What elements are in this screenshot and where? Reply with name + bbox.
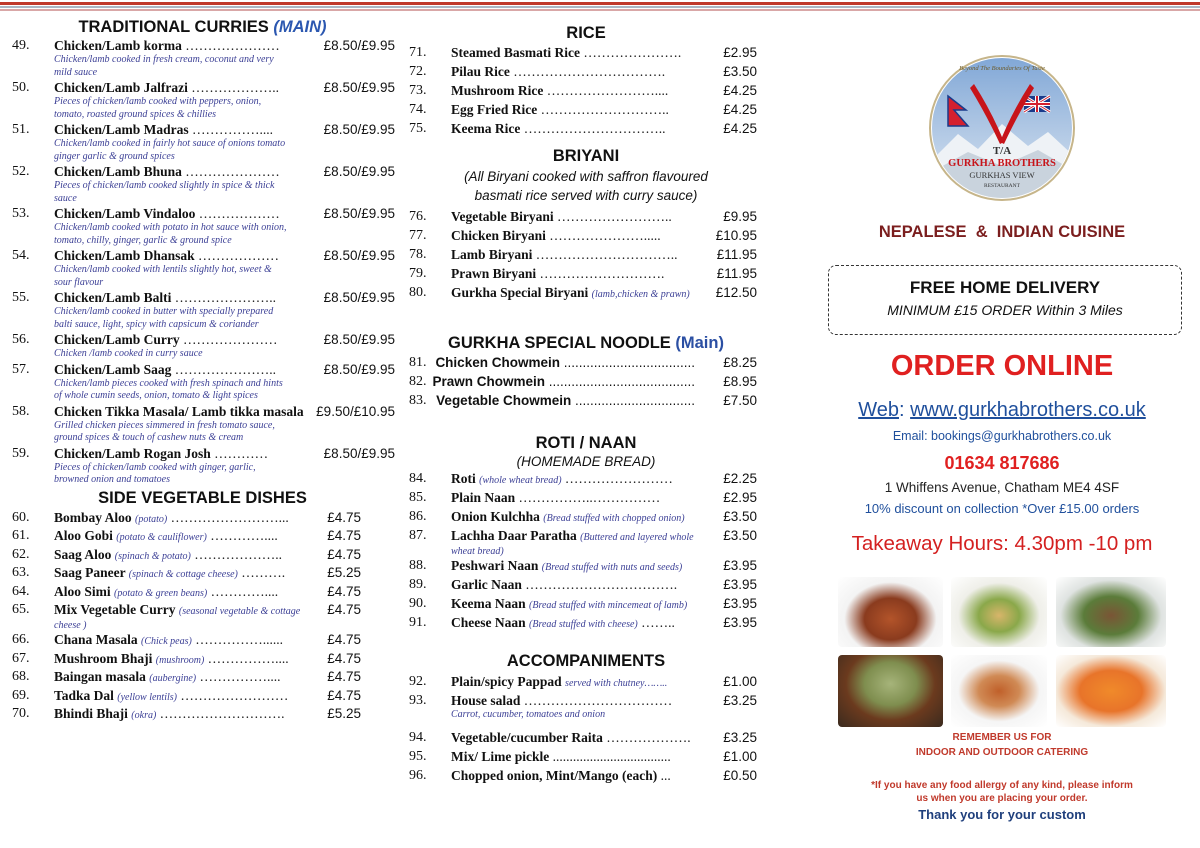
- item-name: Vegetable/cucumber Raita ……………….: [451, 729, 691, 745]
- item-name: Chicken Biryani ………………….....: [451, 228, 661, 243]
- item-name: Chicken Chowmein ...................................: [435, 355, 695, 370]
- item-name: Chopped onion, Mint/Mango (each) ...: [451, 767, 671, 783]
- item-price: £3.95: [723, 615, 757, 630]
- menu-item: [10, 669, 395, 688]
- item-price: £8.50/£9.95: [323, 206, 395, 221]
- item-price: £8.95: [723, 374, 757, 389]
- item-number: 67.: [12, 650, 30, 666]
- item-name: Prawn Chowmein .......................................: [432, 374, 695, 389]
- item-note: served with chutney……..: [565, 678, 668, 689]
- thank-you-note: Thank you for your custom: [918, 807, 1086, 822]
- menu-item: [407, 558, 765, 577]
- item-name: Keema Rice …………………………..: [451, 121, 666, 136]
- item-description: Chicken/lamb cooked with potato in hot sauce with onion, tomato, chilly, ginger, garlic & ground spice: [54, 222, 287, 246]
- roti-list: [407, 471, 765, 634]
- item-name: Lachha Daar Paratha (Buttered and layered whole wheat bread): [451, 530, 694, 557]
- item-number: 60.: [12, 509, 30, 525]
- menu-item: [407, 393, 765, 412]
- noodle-title: GURKHA SPECIAL NOODLE (Main): [448, 334, 724, 352]
- item-price: £4.25: [723, 102, 757, 117]
- item-description: Pieces of chicken/lamb cooked with peppers, onion, tomato, roasted ground spices & chillies: [54, 96, 262, 120]
- menu-item: [407, 355, 765, 374]
- item-description: Grilled chicken pieces simmered in fresh tomato sauce, ground spices & touch of cashew nuts & cream: [54, 419, 275, 443]
- logo-sub: GURKHAS VIEW: [969, 170, 1035, 180]
- menu-item: [407, 577, 765, 596]
- item-number: 92.: [409, 674, 427, 689]
- item-price: £8.50/£9.95: [323, 80, 395, 95]
- menu-item: [10, 706, 395, 725]
- address: 1 Whiffens Avenue, Chatham ME4 4SF: [884, 480, 1120, 495]
- item-description: Carrot, cucumber, tomatoes and onion: [451, 709, 606, 720]
- cuisine-heading: NEPALESE & INDIAN CUISINE: [878, 223, 1126, 241]
- item-name: Mushroom Bhaji (mushroom) ……………....: [54, 650, 289, 666]
- item-number: 76.: [409, 209, 427, 224]
- menu-item: [10, 404, 395, 445]
- menu-item: [407, 102, 765, 121]
- item-number: 53.: [12, 206, 30, 221]
- item-name: Aloo Gobi (potato & cauliflower) …………....: [54, 528, 278, 543]
- item-number: 66.: [12, 632, 30, 647]
- item-number: 89.: [409, 577, 427, 592]
- item-number: 91.: [409, 615, 427, 630]
- rice-title: RICE: [566, 24, 606, 42]
- menu-item: [407, 528, 765, 558]
- item-number: 94.: [409, 729, 427, 745]
- curries-column: [10, 18, 395, 725]
- item-note: (potato & green beans): [114, 587, 208, 599]
- item-number: 79.: [409, 266, 427, 281]
- roti-subtitle: (HOMEMADE BREAD): [516, 454, 656, 469]
- item-note: (whole wheat bread): [479, 475, 562, 486]
- item-number: 51.: [12, 122, 30, 137]
- logo-tagline: Beyond The Boundaries Of Taste: [959, 65, 1045, 72]
- item-price: £8.50/£9.95: [323, 164, 395, 179]
- item-name: Chicken/Lamb Saag …………………..: [54, 361, 277, 377]
- menu-item: [407, 471, 765, 490]
- logo-ta: T/A: [992, 145, 1012, 157]
- item-note: (Bread stuffed with chopped onion): [543, 513, 685, 524]
- item-name: Steamed Basmati Rice ………………….: [451, 45, 682, 60]
- item-name: Onion Kulchha (Bread stuffed with chopped onion): [451, 511, 685, 524]
- item-price: £8.50/£9.95: [323, 332, 395, 347]
- item-price: £3.50: [723, 528, 757, 543]
- item-name: Saag Aloo (spinach & potato) ………………..: [54, 546, 282, 562]
- item-number: 96.: [409, 767, 427, 783]
- item-name: Mix/ Lime pickle ...................................: [451, 748, 671, 764]
- item-name: Prawn Biryani ……………………….: [451, 266, 665, 281]
- item-note: (Bread stuffed with cheese): [529, 619, 638, 630]
- menu-item: [10, 332, 395, 361]
- menu-item: [10, 528, 395, 547]
- menu-item: [407, 285, 765, 304]
- catering-note: REMEMBER US FOR INDOOR AND OUTDOOR CATERING: [915, 732, 1089, 758]
- item-note: (spinach & cottage cheese): [128, 569, 238, 580]
- item-number: 49.: [12, 38, 30, 53]
- logo-name: GURKHA BROTHERS: [948, 158, 1056, 169]
- item-name: Plain/spicy Pappad served with chutney……..: [451, 674, 668, 689]
- item-name: Peshwari Naan (Bread stuffed with nuts and seeds): [451, 560, 683, 573]
- item-name: Chicken/Lamb Curry …………………: [54, 332, 278, 347]
- item-number: 75.: [409, 121, 427, 136]
- item-name: House salad ……………………………: [451, 693, 673, 708]
- menu-item: [407, 45, 765, 64]
- item-description: Chicken/lamb cooked in butter with specially prepared balti sauce, light, spicy with capsicum & coriander: [54, 306, 274, 330]
- item-description: Chicken/lamb cooked with lentils slightly hot, sweet & sour flavour: [54, 264, 272, 288]
- biryani-title: BRIYANI: [552, 147, 620, 165]
- item-name: Saag Paneer (spinach & cottage cheese) ……….: [54, 565, 286, 580]
- item-number: 70.: [12, 706, 30, 721]
- item-price: £4.75: [327, 632, 361, 647]
- menu-item: [407, 490, 765, 509]
- food-photo-3: [1056, 577, 1166, 647]
- item-name: Chicken/Lamb Bhuna …………………: [54, 164, 280, 179]
- menu-item: [407, 749, 765, 768]
- item-number: 82.: [409, 374, 427, 389]
- item-price: £8.25: [723, 355, 757, 370]
- item-number: 57.: [12, 361, 30, 377]
- delivery-box: [828, 265, 1182, 335]
- restaurant-logo: [928, 54, 1076, 202]
- food-photos: [838, 577, 1166, 727]
- item-number: 59.: [12, 445, 30, 461]
- menu-item: [407, 121, 765, 140]
- web-label: Web: [858, 399, 899, 421]
- item-price: £4.75: [327, 669, 361, 684]
- food-photo-4: [838, 655, 943, 727]
- food-photo-5: [951, 655, 1047, 727]
- item-number: 64.: [12, 583, 30, 599]
- item-price: £3.95: [723, 558, 757, 573]
- item-name: Chicken/Lamb Balti …………………..: [54, 290, 277, 305]
- food-photo-1: [838, 577, 943, 647]
- item-number: 84.: [409, 471, 427, 486]
- item-price: £10.95: [715, 228, 757, 243]
- menu-item: [407, 209, 765, 228]
- collection-discount: 10% discount on collection *Over £15.00 orders: [864, 501, 1140, 516]
- item-description: Chicken/lamb pieces cooked with fresh spinach and hints of whole cumin seeds, onion, tomato & light spices: [54, 377, 283, 401]
- item-note: (seasonal vegetable & cottage cheese ): [54, 606, 301, 631]
- menu-item: [407, 374, 765, 393]
- item-name: Gurkha Special Biryani (lamb,chicken & prawn): [451, 285, 690, 300]
- roti-title: ROTI / NAAN: [535, 434, 637, 452]
- item-number: 61.: [12, 528, 30, 543]
- takeaway-hours: Takeaway Hours: 4.30pm -10 pm: [851, 532, 1153, 555]
- item-description: Chicken /lamb cooked in curry sauce: [54, 348, 203, 359]
- item-price: £3.95: [723, 577, 757, 592]
- item-price: £8.50/£9.95: [323, 445, 395, 461]
- item-number: 52.: [12, 164, 30, 179]
- menu-item: [10, 164, 395, 205]
- biryani-subtitle: (All Biryani cooked with saffron flavoured basmati rice served with curry sauce): [464, 169, 708, 203]
- item-name: Chicken/Lamb Madras ……………....: [54, 122, 274, 137]
- item-number: 90.: [409, 596, 427, 611]
- item-note: (lamb,chicken & prawn): [591, 289, 690, 300]
- delivery-title: FREE HOME DELIVERY: [909, 278, 1101, 297]
- item-number: 63.: [12, 565, 30, 580]
- item-note: (Chick peas): [141, 636, 192, 647]
- item-price: £4.75: [327, 509, 361, 525]
- item-price: £7.50: [723, 393, 757, 408]
- menu-item: [407, 596, 765, 615]
- item-number: 77.: [409, 228, 427, 243]
- menu-item: [407, 247, 765, 266]
- biryani-list: [407, 209, 765, 304]
- menu-item: [10, 547, 395, 566]
- menu-item: [407, 509, 765, 528]
- allergy-note: *If you have any food allergy of any kind, please inform us when you are placing your order.: [871, 780, 1133, 804]
- item-number: 86.: [409, 509, 427, 524]
- food-photo-2: [951, 577, 1047, 647]
- item-note: (Bread stuffed with mincemeat of lamb): [529, 600, 688, 611]
- item-price: £11.95: [716, 266, 757, 281]
- menu-item: [10, 584, 395, 603]
- food-photo-6: [1056, 655, 1166, 727]
- menu-item: [10, 362, 395, 403]
- item-name: Chicken/Lamb Rogan Josh …………: [54, 445, 269, 461]
- item-price: £5.25: [327, 706, 361, 721]
- menu-item: [407, 615, 765, 634]
- item-note: (potato): [135, 513, 168, 525]
- email-link[interactable]: Email: bookings@gurkhabrothers.co.uk: [892, 429, 1112, 443]
- menu-item: [407, 64, 765, 83]
- item-price: £3.50: [723, 64, 757, 79]
- item-number: 69.: [12, 687, 30, 703]
- item-note: (potato & cauliflower): [116, 532, 207, 543]
- sides-title: SIDE VEGETABLE DISHES: [98, 488, 307, 507]
- item-number: 80.: [409, 285, 427, 300]
- item-name: Plain Naan ……………..……………: [451, 490, 661, 505]
- menu-item: [407, 768, 765, 787]
- item-number: 95.: [409, 748, 427, 764]
- menu-item: [10, 38, 395, 79]
- phone-number[interactable]: 01634 817686: [944, 453, 1060, 473]
- menu-item: [10, 206, 395, 247]
- item-price: £1.00: [723, 674, 757, 689]
- item-note: (Buttered and layered whole wheat bread): [451, 532, 694, 557]
- item-name: Chana Masala (Chick peas) ……………......: [54, 632, 283, 647]
- item-name: Baingan masala (aubergine) ……………....: [54, 669, 281, 684]
- menu-item: [10, 651, 395, 670]
- item-name: Aloo Simi (potato & green beans) …………....: [54, 583, 279, 599]
- item-price: £4.75: [327, 650, 361, 666]
- item-number: 50.: [12, 80, 30, 95]
- menu-item: [407, 228, 765, 247]
- item-number: 83.: [409, 393, 427, 408]
- item-price: £2.25: [723, 471, 757, 486]
- item-price: £4.75: [327, 687, 361, 703]
- menu-item: [407, 693, 765, 722]
- item-name: Egg Fried Rice ………………………..: [451, 102, 669, 117]
- accomp-title: ACCOMPANIMENTS: [506, 652, 666, 670]
- item-price: £8.50/£9.95: [323, 361, 395, 377]
- item-price: £9.95: [723, 209, 757, 224]
- item-description: Chicken/lamb cooked in fairly hot sauce of onions tomato ginger garlic & ground spices: [54, 138, 286, 162]
- menu-item: [407, 674, 765, 693]
- item-price: £4.75: [327, 602, 361, 617]
- item-number: 71.: [409, 45, 427, 60]
- item-price: £11.95: [716, 247, 757, 262]
- menu-item: [10, 688, 395, 707]
- info-column: [812, 18, 1192, 848]
- menu-item: [10, 565, 395, 584]
- item-number: 72.: [409, 64, 427, 79]
- item-number: 68.: [12, 669, 30, 684]
- item-number: 85.: [409, 490, 427, 505]
- item-name: Chicken/Lamb korma …………………: [54, 38, 280, 53]
- curries-list: [10, 38, 395, 487]
- item-price: £2.95: [723, 45, 757, 60]
- item-number: 65.: [12, 602, 30, 617]
- item-price: £9.50/£10.95: [316, 403, 395, 419]
- item-number: 93.: [409, 693, 427, 708]
- web-line: Web: www.gurkhabrothers.co.uk: [858, 399, 1146, 421]
- item-price: £3.50: [723, 509, 757, 524]
- item-price: £3.25: [723, 693, 757, 708]
- item-price: £8.50/£9.95: [323, 122, 395, 137]
- item-number: 78.: [409, 247, 427, 262]
- menu-item: [10, 80, 395, 121]
- logo-sub2: RESTAURANT: [984, 183, 1020, 189]
- item-number: 81.: [409, 355, 427, 370]
- menu-item: [407, 83, 765, 102]
- item-number: 74.: [409, 102, 427, 117]
- menu-item: [10, 446, 395, 487]
- menu-item: [10, 122, 395, 163]
- item-name: Bombay Aloo (potato) ……………………...: [54, 509, 289, 525]
- item-name: Garlic Naan …………………………….: [451, 577, 678, 592]
- menu-item: [10, 290, 395, 331]
- item-number: 55.: [12, 290, 30, 305]
- menu-item: [407, 266, 765, 285]
- menu-item: [10, 248, 395, 289]
- item-name: Vegetable Chowmein ................................: [436, 393, 695, 408]
- rice-list: [407, 45, 765, 140]
- item-price: £2.95: [723, 490, 757, 505]
- item-price: £5.25: [327, 565, 361, 580]
- item-price: £4.75: [327, 583, 361, 599]
- top-border: [0, 0, 1200, 16]
- sides-list: [10, 510, 395, 725]
- item-name: Keema Naan (Bread stuffed with mincemeat of lamb): [451, 598, 688, 611]
- menu-item: [10, 510, 395, 529]
- item-price: £3.25: [723, 729, 757, 745]
- menu-item: [10, 602, 395, 632]
- item-name: Chicken/Lamb Dhansak ………………: [54, 248, 280, 263]
- item-number: 54.: [12, 248, 30, 263]
- menu-item: [407, 730, 765, 749]
- item-note: (mushroom): [155, 654, 205, 666]
- accomp-list: [407, 674, 765, 787]
- item-name: Chicken/Lamb Jalfrazi ………………..: [54, 80, 279, 95]
- item-price: £12.50: [715, 285, 757, 300]
- menu-item: [10, 632, 395, 651]
- item-price: £4.75: [327, 546, 361, 562]
- item-note: (spinach & potato): [114, 550, 191, 562]
- item-number: 58.: [12, 403, 30, 419]
- item-name: Roti (whole wheat bread) ……………………: [451, 471, 673, 486]
- item-name: Mushroom Rice ……………………....: [451, 83, 669, 98]
- item-number: 87.: [409, 528, 427, 543]
- item-note: (yellow lentils): [117, 691, 177, 703]
- rice-column: [407, 18, 765, 787]
- item-price: £1.00: [723, 748, 757, 764]
- item-name: Chicken Tikka Masala/ Lamb tikka masala: [54, 403, 304, 419]
- item-note: (okra): [131, 710, 157, 721]
- item-description: Chicken/lamb cooked in fresh cream, coconut and very mild sauce: [54, 54, 274, 78]
- item-name: Cheese Naan (Bread stuffed with cheese) ……..: [451, 617, 675, 630]
- item-price: £0.50: [723, 767, 757, 783]
- item-name: Bhindi Bhaji (okra) ……………………….: [54, 706, 285, 721]
- item-description: Pieces of chicken/lamb cooked with ginger, garlic, browned onion and tomatoes: [54, 461, 256, 485]
- noodle-list: [407, 355, 765, 412]
- item-number: 56.: [12, 332, 30, 347]
- item-note: (aubergine): [149, 673, 197, 684]
- curries-title: TRADITIONAL CURRIES (MAIN): [78, 18, 327, 36]
- item-price: £4.75: [327, 528, 361, 543]
- item-price: £8.50/£9.95: [323, 38, 395, 53]
- item-name: Pilau Rice …………………………….: [451, 64, 666, 79]
- item-name: Mix Vegetable Curry (seasonal vegetable & cottage cheese ): [54, 604, 301, 631]
- item-name: Tadka Dal (yellow lentils) ……………………: [54, 687, 289, 703]
- item-name: Lamb Biryani …………………………..: [451, 247, 678, 262]
- delivery-subtitle: MINIMUM £15 ORDER Within 3 Miles: [887, 302, 1123, 318]
- order-online-heading: ORDER ONLINE: [890, 350, 1114, 382]
- item-price: £4.25: [723, 121, 757, 136]
- item-price: £8.50/£9.95: [323, 290, 395, 305]
- item-price: £8.50/£9.95: [323, 248, 395, 263]
- item-name: Chicken/Lamb Vindaloo ………………: [54, 206, 280, 221]
- item-number: 88.: [409, 558, 427, 573]
- item-number: 62.: [12, 546, 30, 562]
- item-price: £3.95: [723, 596, 757, 611]
- item-name: Vegetable Biryani ……………………..: [451, 209, 672, 224]
- item-note: (Bread stuffed with nuts and seeds): [541, 562, 683, 573]
- item-description: Pieces of chicken/lamb cooked slightly in spice & thick sauce: [54, 180, 275, 204]
- website-link[interactable]: www.gurkhabrothers.co.uk: [910, 399, 1146, 421]
- item-number: 73.: [409, 83, 427, 98]
- item-price: £4.25: [723, 83, 757, 98]
